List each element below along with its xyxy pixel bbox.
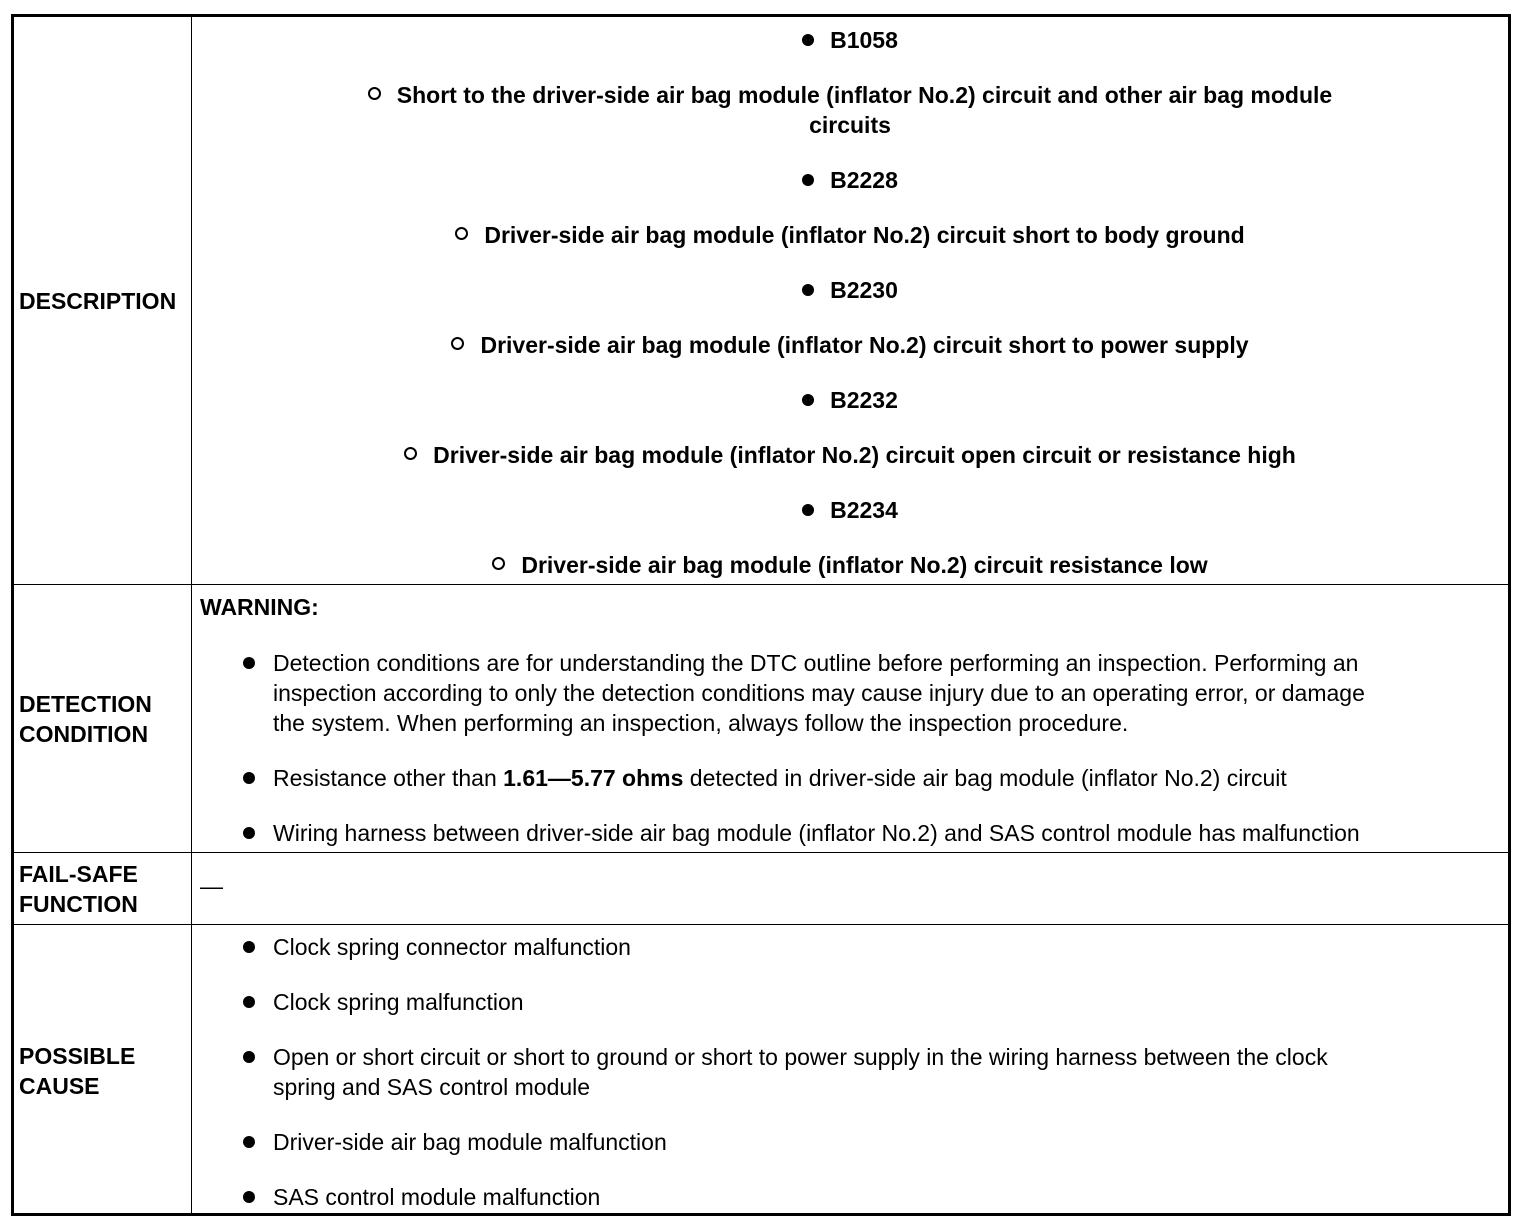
dtc-description-b2230: Driver-side air bag module (inflator No.2) circuit short to power supply [192,330,1508,360]
bullet-dot-icon [243,941,255,953]
possible-cause-row [14,924,1508,1216]
resistance-range: 1.61—5.77 ohms [503,765,684,791]
fail-safe-function-row [14,852,1508,924]
description-row [14,17,1508,584]
dtc-code-b2228: B2228 [192,165,1508,195]
detection-condition-row [14,584,1508,852]
bullet-circle-icon [404,447,417,460]
dtc-code-b1058: B1058 [192,25,1508,55]
detection-condition-content [192,585,1508,852]
bullet-dot-icon [243,1051,255,1063]
detection-bullet-1: Detection conditions are for understanding the DTC outline before performing an inspection. Performing an inspection according to only the detection conditions may cause injury due to an operating error, or damage the system. When performing an inspection, always follow the inspection procedure. [273,648,1488,738]
description-label: DESCRIPTION [14,17,192,584]
dtc-code-b2230: B2230 [192,275,1508,305]
bullet-circle-icon [368,87,381,100]
dtc-table [11,14,1511,1216]
bullet-dot-icon [802,174,814,186]
bullet-dot-icon [802,34,814,46]
bullet-dot-icon [802,284,814,296]
description-content [192,17,1508,584]
possible-cause-label: POSSIBLE CAUSE [14,925,192,1216]
dtc-description-b2232: Driver-side air bag module (inflator No.2) circuit open circuit or resistance high [192,440,1508,470]
bullet-circle-icon [451,337,464,350]
cause-item-2: Clock spring malfunction [273,987,1488,1017]
bullet-circle-icon [492,557,505,570]
detection-condition-label: DETECTION CONDITION [14,585,192,852]
dtc-code-b2234: B2234 [192,495,1508,525]
cause-item-4: Driver-side air bag module malfunction [273,1127,1488,1157]
possible-cause-content [192,925,1508,1216]
dtc-description-b1058-cont: circuits [809,112,891,138]
dtc-code-b2232: B2232 [192,385,1508,415]
bullet-circle-icon [455,227,468,240]
fail-safe-function-content [192,853,1508,924]
bullet-dot-icon [243,996,255,1008]
detection-bullet-2: Resistance other than 1.61—5.77 ohms detected in driver-side air bag module (inflator No.2) circuit [273,763,1488,793]
warning-heading: WARNING: [200,594,319,620]
dtc-description-b2234: Driver-side air bag module (inflator No.2) circuit resistance low [192,550,1508,580]
fail-safe-value: — [200,873,223,899]
dtc-description-b1058: Short to the driver-side air bag module (inflator No.2) circuit and other air bag module [192,80,1508,110]
cause-item-5: SAS control module malfunction [273,1182,1488,1212]
cause-item-1: Clock spring connector malfunction [273,932,1488,962]
fail-safe-function-label: FAIL-SAFE FUNCTION [14,853,192,924]
bullet-dot-icon [802,504,814,516]
bullet-dot-icon [243,1191,255,1203]
bullet-dot-icon [243,1136,255,1148]
bullet-dot-icon [802,394,814,406]
bullet-dot-icon [243,772,255,784]
cause-item-3: Open or short circuit or short to ground or short to power supply in the wiring harness between the clock spring and SAS control module [273,1042,1488,1102]
detection-bullet-3: Wiring harness between driver-side air bag module (inflator No.2) and SAS control module has malfunction [273,818,1488,848]
bullet-dot-icon [243,827,255,839]
bullet-dot-icon [243,657,255,669]
dtc-description-b2228: Driver-side air bag module (inflator No.2) circuit short to body ground [192,220,1508,250]
